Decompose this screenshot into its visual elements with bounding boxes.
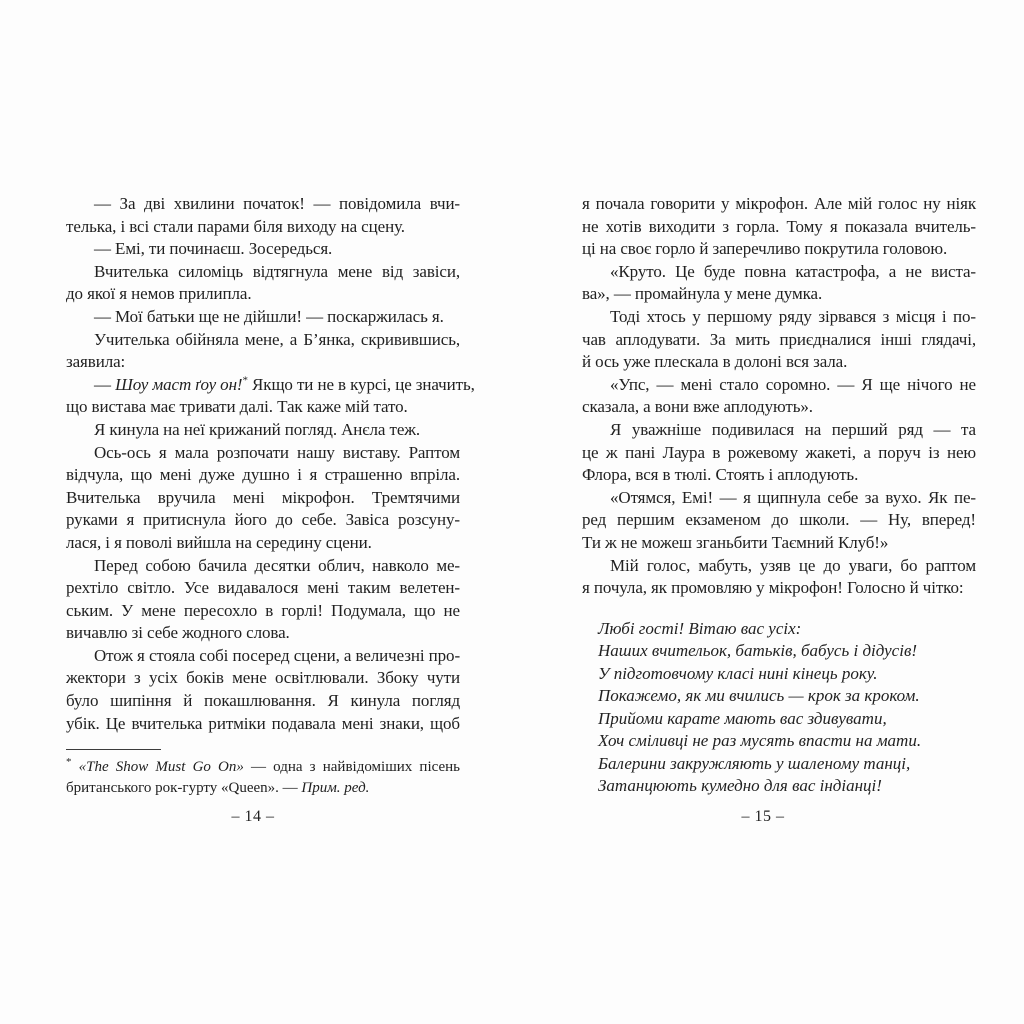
text-line: жектори з усіх боків мене освітлювали. Збоку чути [66,668,460,688]
text-line: убік. Це вчителька ритміки подавала мені знаки, щоб [66,713,460,733]
text-line: ред першим екзаменом до школи. — Ну, вперед! [582,510,976,530]
footnote-line-2 [66,778,460,799]
text-line: Ти ж не можеш зганьбити Таємний Клуб!» [582,532,889,552]
text-line: Вчителька силоміць відтягнула мене від завіси, [94,261,460,281]
footnote-text: — одна з найвідоміших пісень [243,759,460,776]
quote-line [66,374,475,397]
poem-line: Покажемо, як ми вчились — крок за кроком. [598,686,920,706]
quote-italic-text: Шоу маст ґоу он! [115,374,243,394]
footnote-editor-note: Прим. ред. [301,779,370,796]
text-line: заявила: [66,352,126,372]
poem-line: Прийоми карате мають вас здивувати, [598,708,887,728]
left-page [66,193,475,798]
text-line: що вистава має тривати далі. Так каже мій тато. [66,397,408,417]
text-line: не хотів виходити з горла. Тому я показала вчитель- [582,216,976,236]
right-page-text [582,193,976,600]
poem-line: Любі гості! Вітаю вас усіх: [598,618,802,638]
poem-line: Затанцюють кумедно для вас індіанці! [598,776,882,796]
poem-line: У підготовчому класі нині кінець року. [598,663,878,683]
footnote-line-1 [66,757,460,778]
text-line: руками я притиснула його до себе. Завіса розсуну- [66,510,460,530]
text-line: ва», — промайнула у мене думка. [582,284,823,304]
footnote [66,749,460,798]
text-line: Я уважніше подивилася на перший ряд — та [610,419,976,439]
text-line: відчула, що мені дуже душно і я страшенно впріла. [66,465,460,485]
footnote-text: британського рок-гурту «Queen». — [66,779,302,796]
poem-line: Балерини закружляють у шаленому танці, [598,753,911,773]
text-line: вичавлю зі себе жодного слова. [66,623,290,643]
text-line: лася, і я поволі вийшла на середину сцени. [66,532,372,552]
text-line: Ось-ось я мала розпочати нашу виставу. Раптом [94,442,460,462]
quote-dash: — [94,374,116,394]
text-line: — Емі, ти починаєш. Зосередься. [94,239,333,259]
left-page-text-top [66,193,460,374]
footnote-marker: * [66,756,72,769]
page-number-right: – 15 – [741,808,785,825]
quote-rest-text: Якщо ти не в курсі, це значить, [247,374,475,394]
text-line: це ж пані Лаура в рожевому жакеті, а поруч із нею [582,442,976,462]
footnote-marker: * [242,374,248,387]
poem [582,618,976,798]
text-line: рехтіло світло. Усе видавалося мені таким велетен- [66,578,460,598]
text-line: Я кинула на неї крижаний погляд. Анєла теж. [94,419,421,439]
footnote-song-title: «The Show Must Go On» [71,759,244,776]
text-line: телька, і всі стали парами біля виходу на сцену. [66,216,405,236]
text-line: Тоді хтось у першому ряду зірвався з місця і по- [610,306,976,326]
text-line: чав аплодувати. За мить приєдналися інші глядачі, [582,329,976,349]
text-line: ським. У мене пересохло в горлі! Подумала, що не [66,600,460,620]
text-line: Перед собою бачила десятки облич, навколо ме- [94,555,460,575]
poem-line: Наших вчительок, батьків, бабусь і дідусів! [598,641,917,661]
text-line: «Круто. Це буде повна катастрофа, а не виста- [610,261,976,281]
text-line: «Упс, — мені стало соромно. — Я ще нічого не [610,374,976,394]
text-line: було шипіння й покашлювання. Я кинула погляд [66,691,460,711]
text-line: — Мої батьки ще не дійшли! — поскаржилась я. [94,306,444,326]
right-page [582,193,976,798]
text-line: «Отямся, Емі! — я щипнула себе за вухо. Як пе- [610,487,976,507]
text-line: Вчителька вручила мені мікрофон. Тремтячими [66,487,460,507]
page-number-left: – 14 – [231,808,275,825]
text-line: ці на своє горло й заперечливо покрутила головою. [582,239,948,259]
footnote-rule [66,749,161,750]
text-line: я почула, як промовляю у мікрофон! Голосно й чітко: [582,578,964,598]
text-line: до якої я немов прилипла. [66,284,252,304]
text-line: й ось уже плескала в долоні вся зала. [582,352,848,372]
left-page-text-bottom [66,396,460,735]
text-line: Учителька обійняла мене, а Б’янка, скривившись, [94,329,460,349]
text-line: Флора, вся в тюлі. Стоять і аплодують. [582,465,859,485]
text-line: Отож я стояла собі посеред сцени, а величезні про- [94,645,460,665]
text-line: Мій голос, мабуть, узяв це до уваги, бо раптом [610,555,976,575]
text-line: я почала говорити у мікрофон. Але мій голос ну ніяк [582,194,976,213]
text-line: сказала, а вони вже аплодують». [582,397,813,417]
poem-line: Хоч сміливці не раз мусять впасти на мати. [598,731,922,751]
text-line: — За дві хвилини початок! — повідомила вчи- [94,194,460,213]
